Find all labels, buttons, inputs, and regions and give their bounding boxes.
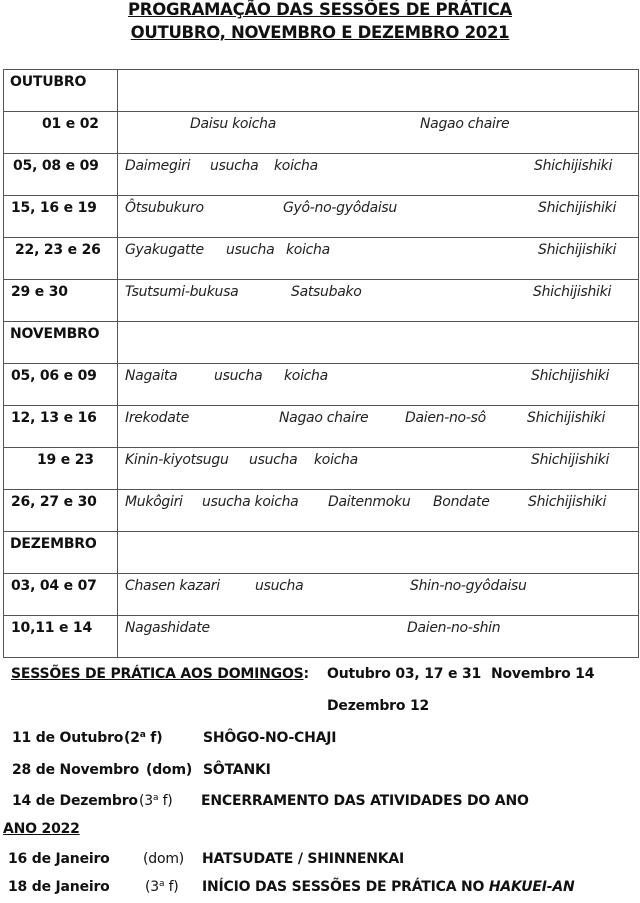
date-cell (4, 490, 118, 532)
table-row (4, 616, 639, 658)
lesson-item: Nagao chaire (420, 116, 510, 132)
month-cell (4, 532, 118, 574)
date-label: 05, 08 e 09 (13, 158, 99, 174)
event-title: HATSUDATE / SHINNENKAI (202, 851, 405, 867)
lesson-item: Gyakugatte (125, 242, 204, 258)
lesson-item: Daisu koicha (190, 116, 276, 132)
lesson-item: Gyô-no-gyôdaisu (283, 200, 398, 216)
lesson-item: Tsutsumi-bukusa (125, 284, 239, 300)
date-cell (4, 364, 118, 406)
items-cell (118, 154, 639, 196)
schedule-table (3, 69, 639, 658)
lesson-item: koicha (286, 242, 330, 258)
date-label: 15, 16 e 19 (11, 200, 97, 216)
lesson-item: Bondate (433, 494, 490, 510)
date-cell (4, 112, 118, 154)
sundays-heading (11, 666, 309, 682)
date-cell (4, 406, 118, 448)
table-row (4, 196, 639, 238)
month-row-novembro (4, 322, 639, 364)
lesson-item: usucha (255, 578, 304, 594)
event-date: 14 de Dezembro (12, 793, 138, 809)
table-row (4, 280, 639, 322)
day-num: (3 (145, 879, 159, 895)
day-num: (2 (124, 730, 140, 746)
lesson-item: koicha (284, 368, 328, 384)
sundays-december: Dezembro 12 (327, 698, 430, 714)
date-label: 29 e 30 (11, 284, 68, 300)
month-cell (4, 70, 118, 112)
lesson-item: Shichijishiki (528, 494, 607, 510)
event-title-text: INÍCIO DAS SESSÕES DE PRÁTICA NO (202, 879, 489, 895)
sundays-colon: : (303, 666, 309, 682)
lesson-item: Shichijishiki (533, 284, 612, 300)
lesson-item: Daimegiri (125, 158, 191, 174)
month-label: OUTUBRO (10, 74, 87, 90)
lesson-item: Shichijishiki (531, 368, 610, 384)
lesson-item: Satsubako (291, 284, 362, 300)
date-label: 10,11 e 14 (11, 620, 93, 636)
sundays-label: SESSÕES DE PRÁTICA AOS DOMINGOS (11, 666, 304, 682)
day-sup: a (139, 730, 146, 740)
items-cell (118, 616, 639, 658)
lesson-item: Shichijishiki (531, 452, 610, 468)
table-row (4, 490, 639, 532)
lesson-item: koicha (274, 158, 318, 174)
items-cell (118, 448, 639, 490)
empty-cell (118, 532, 639, 574)
date-cell (4, 238, 118, 280)
month-label: DEZEMBRO (10, 536, 97, 552)
table-row (4, 448, 639, 490)
items-cell (118, 238, 639, 280)
lesson-item: Nagao chaire (279, 410, 369, 426)
date-cell (4, 280, 118, 322)
month-label: NOVEMBRO (10, 326, 100, 342)
date-label: 19 e 23 (37, 452, 94, 468)
lesson-item: Shichijishiki (534, 158, 613, 174)
table-row (4, 406, 639, 448)
table-row (4, 364, 639, 406)
lesson-item: Shin-no-gyôdaisu (410, 578, 527, 594)
page-title: PROGRAMAÇÃO DAS SESSÕES DE PRÁTICA (128, 0, 512, 19)
lesson-item: Mukôgiri (125, 494, 183, 510)
date-label: 26, 27 e 30 (11, 494, 97, 510)
date-cell (4, 448, 118, 490)
lesson-item: usucha (214, 368, 263, 384)
lesson-item: Shichijishiki (527, 410, 606, 426)
date-cell (4, 154, 118, 196)
table-row (4, 154, 639, 196)
event-title: ENCERRAMENTO DAS ATIVIDADES DO ANO (201, 793, 529, 809)
day-rest: f) (158, 793, 173, 809)
lesson-item: usucha (210, 158, 259, 174)
month-cell (4, 322, 118, 364)
lesson-item: Ôtsubukuro (125, 200, 204, 216)
date-cell (4, 574, 118, 616)
event-day (124, 730, 162, 746)
day-sup: a (152, 793, 159, 803)
event-title-italic: HAKUEI-AN (488, 879, 575, 895)
event-date: 11 de Outubro (12, 730, 124, 746)
items-cell (118, 280, 639, 322)
lesson-item: Daitenmoku (328, 494, 411, 510)
sundays-november: Novembro 14 (491, 666, 595, 682)
lesson-item: Kinin-kiyotsugu (125, 452, 229, 468)
lesson-item: usucha koicha (202, 494, 299, 510)
empty-cell (118, 322, 639, 364)
day-num: (3 (139, 793, 153, 809)
items-cell (118, 364, 639, 406)
event-title: SHÔGO-NO-CHAJI (203, 730, 337, 746)
lesson-item: Chasen kazari (125, 578, 220, 594)
lesson-item: usucha (249, 452, 298, 468)
date-label: 22, 23 e 26 (15, 242, 101, 258)
event-title (202, 879, 575, 895)
table-row (4, 574, 639, 616)
lesson-item: usucha (226, 242, 275, 258)
table-row (4, 238, 639, 280)
lesson-item: Shichijishiki (538, 242, 617, 258)
lesson-item: Daien-no-shin (407, 620, 501, 636)
empty-cell (118, 70, 639, 112)
items-cell (118, 112, 639, 154)
sundays-october: Outubro 03, 17 e 31 (327, 666, 482, 682)
table-row (4, 112, 639, 154)
date-cell (4, 196, 118, 238)
month-row-outubro (4, 70, 639, 112)
date-label: 12, 13 e 16 (11, 410, 97, 426)
event-day (145, 879, 179, 895)
page-subtitle: OUTUBRO, NOVEMBRO E DEZEMBRO 2021 (130, 23, 510, 42)
items-cell (118, 574, 639, 616)
day-sup: a (158, 879, 165, 889)
event-date: 28 de Novembro (12, 762, 140, 778)
event-title: SÔTANKI (203, 762, 271, 778)
day-rest: f) (145, 730, 163, 746)
date-label: 05, 06 e 09 (11, 368, 97, 384)
lesson-item: Nagashidate (125, 620, 210, 636)
date-cell (4, 616, 118, 658)
year-2022-heading: ANO 2022 (3, 821, 80, 837)
lesson-item: Irekodate (125, 410, 190, 426)
event-date: 18 de Janeiro (8, 879, 110, 895)
lesson-item: Nagaita (125, 368, 178, 384)
lesson-item: Daien-no-sô (405, 410, 486, 426)
items-cell (118, 490, 639, 532)
event-date: 16 de Janeiro (8, 851, 110, 867)
lesson-item: koicha (314, 452, 358, 468)
event-day: (dom) (143, 851, 185, 867)
month-row-dezembro (4, 532, 639, 574)
date-label: 01 e 02 (42, 116, 99, 132)
day-rest: f) (164, 879, 179, 895)
date-label: 03, 04 e 07 (11, 578, 97, 594)
lesson-item: Shichijishiki (538, 200, 617, 216)
items-cell (118, 406, 639, 448)
event-day: (dom) (146, 762, 193, 778)
items-cell (118, 196, 639, 238)
event-day (139, 793, 173, 809)
